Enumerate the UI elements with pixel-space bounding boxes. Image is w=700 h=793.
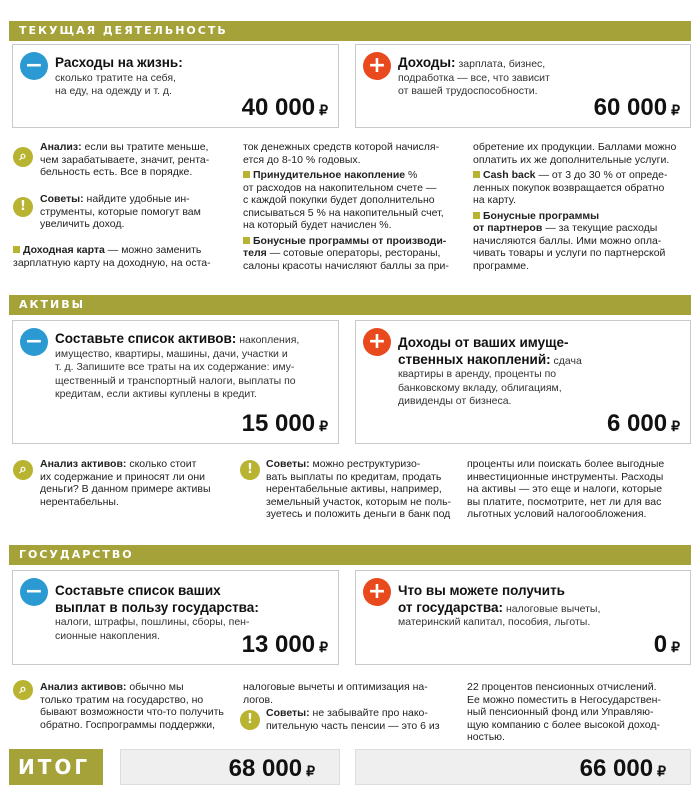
section-header-current: ТЕКУЩАЯ ДЕЯТЕЛЬНОСТЬ (9, 21, 691, 41)
plus-icon: + (363, 52, 391, 80)
assets-expense-amount: 15 000 ₽ (241, 409, 328, 437)
magnifier-icon: ⌕ (13, 460, 33, 480)
exclamation-icon: ! (240, 460, 260, 480)
card-text: зарплата, бизнес, (455, 58, 546, 70)
card-title: Доходы от ваших имуще- (398, 335, 569, 350)
card-text: сдача (550, 354, 582, 367)
total-expenses-box (120, 749, 340, 785)
text-column-2: ток денежных средств которой начисля- ется до 8-10 % годовых. Принудительное накопление % от расходов на накопительном счете — с каждой покупки будет дополнительно списываться 5 % на накопительный счет, на который будет начислен %. Бонусные программы от производи- теля — сотовые операторы, рестораны, салоны красоты начисляют баллы за при- (243, 141, 449, 272)
card-title: ственных накоплений: (398, 351, 551, 367)
ruble-sign: ₽ (319, 638, 328, 655)
plus-icon: + (363, 328, 391, 356)
card-title: Составьте список активов: (55, 331, 237, 346)
card-text: т. д. Запишите все траты на их содержание: иму- (55, 361, 295, 373)
card-text: подработка — все, что зависит (398, 71, 550, 84)
card-text: сионные накопления. (55, 629, 160, 642)
card-text: налоговые вычеты, (503, 602, 601, 615)
expense-amount: 40 000 ₽ (241, 93, 328, 121)
ruble-sign: ₽ (671, 101, 680, 118)
card-title: выплат в пользу государства: (55, 599, 259, 615)
ruble-sign: ₽ (319, 417, 328, 434)
state-tips-note: Советы: не забывайте про нако- пительную часть пенсии — это 6 из (266, 707, 440, 732)
section-header-state: ГОСУДАРСТВО (9, 545, 691, 565)
ruble-sign: ₽ (671, 417, 680, 434)
income-card (355, 44, 691, 128)
card-text: сколько тратите на себя, (55, 71, 176, 84)
assets-analysis-note: Анализ активов: сколько стоит их содержание и приносят ли они деньги? В данном примере активы нерентабельны. (40, 458, 211, 508)
state-income-card (355, 570, 691, 665)
living-expenses-card (12, 44, 339, 128)
card-title: Составьте список ваших (55, 583, 221, 598)
income-card-note: Доходная карта — можно заменить зарплатную карту на доходную, на оста- (13, 244, 211, 269)
magnifier-icon: ⌕ (13, 680, 33, 700)
total-income-amount: 66 000 (579, 755, 654, 782)
card-title: Доходы: (398, 55, 456, 70)
ruble-sign: ₽ (319, 101, 328, 118)
total-label: ИТОГ (9, 749, 103, 785)
income-amount: 60 000 ₽ (593, 93, 680, 121)
card-text: материнский капитал, пособия, льготы. (398, 616, 591, 628)
minus-icon: − (20, 52, 48, 80)
section-header-assets: АКТИВЫ (9, 295, 691, 315)
card-title: Что вы можете получить (398, 583, 565, 598)
exclamation-icon: ! (13, 197, 33, 217)
card-text: от вашей трудоспособности. (398, 85, 538, 97)
magnifier-icon: ⌕ (13, 147, 33, 167)
card-text: имущество, квартиры, машины, дачи, участки и (55, 347, 288, 360)
card-text: щественный и транспортный налоги, выплаты по (55, 374, 296, 387)
card-text: налоги, штрафы, пошлины, сборы, пен- (55, 616, 250, 628)
text-column-3: обретение их продукции. Баллами можно оплатить их же дополнительные услуги. Cash back — от 3 до 30 % от опреде- ленных покупок возвращается обратно на карту. Бонусные программы от партнеров — за текущие расходы начисляются баллы. Ими можно опла- чивать товары и услуги по партнерской программе. (473, 141, 677, 272)
card-text: накопления, (236, 334, 300, 346)
assets-income-card (355, 320, 691, 444)
state-text-column-3: 22 процентов пенсионных отчислений. Ее можно поместить в Негосударствен- ный пенсионный фонд или Управляю- щую компанию с более высокой доход- ностью. (467, 681, 661, 743)
analysis-note: Анализ: если вы тратите меньше, чем зарабатываете, значит, рента- бельность есть. Все в порядке. (40, 141, 210, 178)
state-expense-amount: 13 000 ₽ (241, 630, 328, 658)
bullet-square (13, 246, 20, 253)
card-text: квартиры в аренду, проценты по (398, 368, 557, 380)
total-income-box (355, 749, 691, 785)
assets-list-card (12, 320, 339, 444)
card-text: на еду, на одежду и т. д. (55, 85, 172, 97)
assets-text-column-3: проценты или поискать более выгодные инвестиционные инструменты. Расходы на активы — это еще и налоги, которые вы платите, посмотрите, нет ли для вас льготных условий налогообложения. (467, 458, 665, 520)
minus-icon: − (20, 328, 48, 356)
plus-icon: + (363, 578, 391, 606)
minus-icon: − (20, 578, 48, 606)
card-title: Расходы на жизнь: (55, 55, 183, 70)
ruble-sign: ₽ (306, 763, 315, 779)
state-payments-card (12, 570, 339, 665)
assets-tips-note: Советы: можно реструктуризо- вать выплаты по кредитам, продать нерентабельные активы, например, земельный участок, которым не поль- зуетесь и положить деньги в банк под (266, 458, 452, 520)
state-analysis-note: Анализ активов: обычно мы только тратим на государство, но бывают возможности что-то получить обратно. Госпрограммы поддержки, (40, 681, 224, 731)
state-income-amount: 0 ₽ (653, 630, 680, 658)
total-expenses-amount: 68 000 (228, 755, 303, 782)
card-title: от государства: (398, 599, 504, 615)
card-text: кредитам, если активы куплены в кредит. (55, 388, 257, 400)
exclamation-icon: ! (240, 710, 260, 730)
state-text-column-2: налоговые вычеты и оптимизация на- логов. (243, 681, 428, 706)
card-text: дивиденды от бизнеса. (398, 395, 512, 407)
tips-note: Советы: найдите удобные ин- струменты, которые помогут вам увеличить доход. (40, 193, 201, 230)
ruble-sign: ₽ (657, 763, 666, 779)
card-text: банковскому вкладу, облигациям, (398, 381, 562, 394)
assets-income-amount: 6 000 ₽ (607, 409, 680, 437)
ruble-sign: ₽ (671, 638, 680, 655)
